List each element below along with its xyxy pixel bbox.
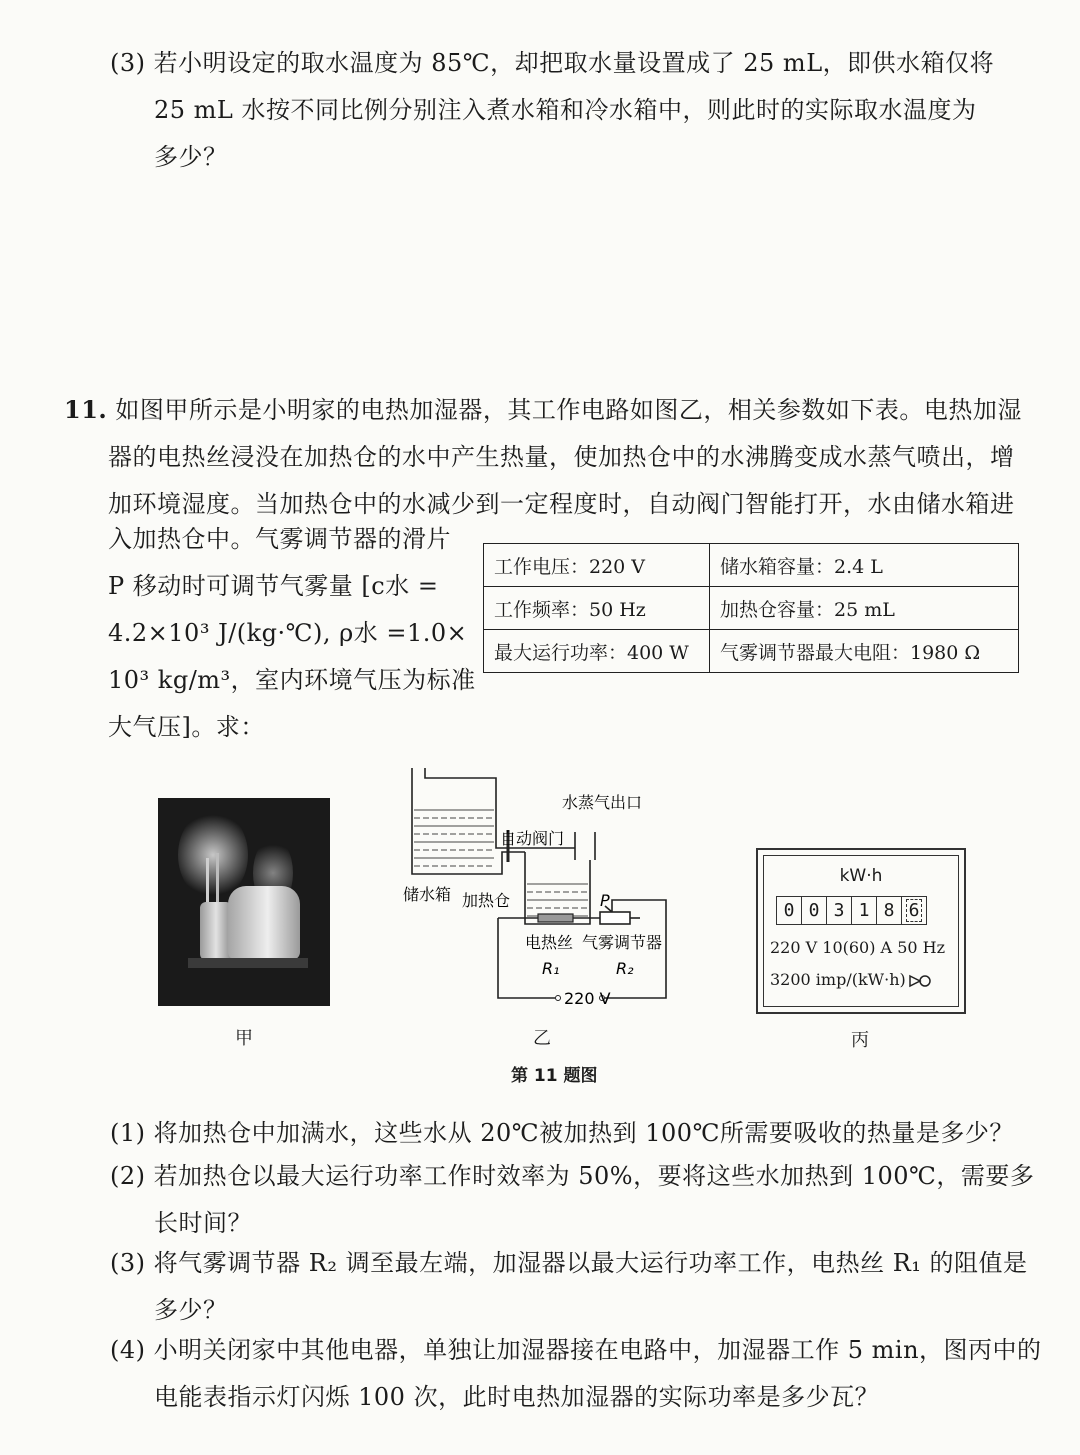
steam-outlet-label: 水蒸气出口 [562,793,643,812]
sub-question-2 [110,1153,1034,1247]
sub-q4-line-1: (4) 小明关闭家中其他电器，单独让加湿器接在电路中，加湿器工作 5 min，图丙中的 [110,1336,1042,1364]
mist-regulator-r2 [600,912,630,924]
prev-q3-line-1: (3) 若小明设定的取水温度为 85℃，却把取水量设置成了 25 mL，即供水箱仅将 [110,49,995,77]
caption-b: 乙 [533,1028,551,1049]
parameter-table [483,543,1019,673]
q11-side-line-2: P 移动时可调节气雾量 [c水 = [108,572,439,600]
table-cell: 工作频率：50 Hz [484,587,710,630]
prev-question-3 [110,40,994,181]
meter-rating: 220 V 10(60) A 50 Hz [770,938,946,957]
q11-intro-line-2: 器的电热丝浸没在加热仓的水中产生热量，使加热仓中的水沸腾变成水蒸气喷出，增 [108,443,1015,471]
slider-label: P [600,891,610,910]
meter-digit: 0 [802,897,827,924]
humidifier-photo [158,798,330,1006]
mist-regulator-label: 气雾调节器 [582,933,663,952]
sub-q3-line-1: (3) 将气雾调节器 R₂ 调至最左端，加湿器以最大运行功率工作，电热丝 R₁ 的阻值是 [110,1249,1028,1277]
prev-q3-line-2: 25 mL 水按不同比例分别注入煮水箱和冷水箱中，则此时的实际取水温度为 [154,96,977,124]
r1-label: R₁ [542,959,560,978]
heater-wire-label: 电热丝 [525,933,574,952]
table-row [484,587,1019,630]
storage-tank-label: 储水箱 [403,885,452,904]
circuit-diagram [390,762,690,1012]
sub-q3-line-2: 多少？ [154,1296,228,1324]
question-11-intro [64,386,1022,528]
sub-q4-line-2: 电能表指示灯闪烁 100 次，此时电热加湿器的实际功率是多少瓦？ [154,1383,880,1411]
meter-digit: 1 [852,897,877,924]
heater-wire-r1 [538,914,573,922]
q11-side-line-5: 大气压]。求： [108,713,265,741]
question-number: 11. [64,395,108,424]
meter-digit: 3 [827,897,852,924]
table-cell: 加热仓容量：25 mL [710,587,1019,630]
table-row [484,630,1019,673]
table-cell: 工作电压：220 V [484,544,710,587]
table-cell: 储水箱容量：2.4 L [710,544,1019,587]
meter-unit: kW·h [839,866,883,886]
heating-chamber-label: 加热仓 [462,891,511,910]
electricity-meter [756,848,966,1014]
figure-title: 第 11 题图 [511,1066,598,1086]
table-cell: 气雾调节器最大电阻：1980 Ω [710,630,1019,673]
table-row [484,544,1019,587]
table-cell: 最大运行功率：400 W [484,630,710,673]
meter-digits [776,896,927,925]
meter-imp: 3200 imp/(kW·h) [770,970,906,989]
q11-side-line-1: 入加热仓中。气雾调节器的滑片 [108,525,451,553]
question-11-side-text [108,516,476,751]
q11-intro-line-3: 加环境湿度。当加热仓中的水减少到一定程度时，自动阀门智能打开，水由储水箱进 [108,490,1015,518]
meter-digit-decimal: 6 [906,899,923,922]
q11-side-line-4: 10³ kg/m³，室内环境气压为标准 [108,666,476,694]
auto-valve-label: 自动阀门 [500,829,565,848]
q11-intro-line-1: 如图甲所示是小明家的电热加湿器，其工作电路如图乙，相关参数如下表。电热加湿 [115,396,1022,424]
meter-digit: 0 [777,897,802,924]
heating-chamber-outline [525,852,590,924]
sub-q2-line-2: 长时间？ [154,1209,252,1237]
sub-q2-line-1: (2) 若加热仓以最大运行功率工作时效率为 50%，要将这些水加热到 100℃，需要多 [110,1162,1035,1190]
q11-side-line-3: 4.2×10³ J/(kg·℃), ρ水 =1.0× [108,619,468,647]
voltage-label: 220 V [564,989,611,1008]
prev-q3-line-3: 多少？ [154,143,228,171]
caption-c: 丙 [851,1030,869,1051]
indicator-light-icon [908,974,934,988]
r2-label: R₂ [616,959,634,978]
sub-question-3 [110,1240,1028,1334]
sub-q1-line-1: (1) 将加热仓中加满水，这些水从 20℃被加热到 100℃所需要吸收的热量是多少？ [110,1119,1014,1147]
caption-a: 甲 [235,1028,253,1049]
meter-digit: 8 [877,897,902,924]
sub-question-4 [110,1327,1042,1421]
sub-question-1 [110,1110,1014,1157]
